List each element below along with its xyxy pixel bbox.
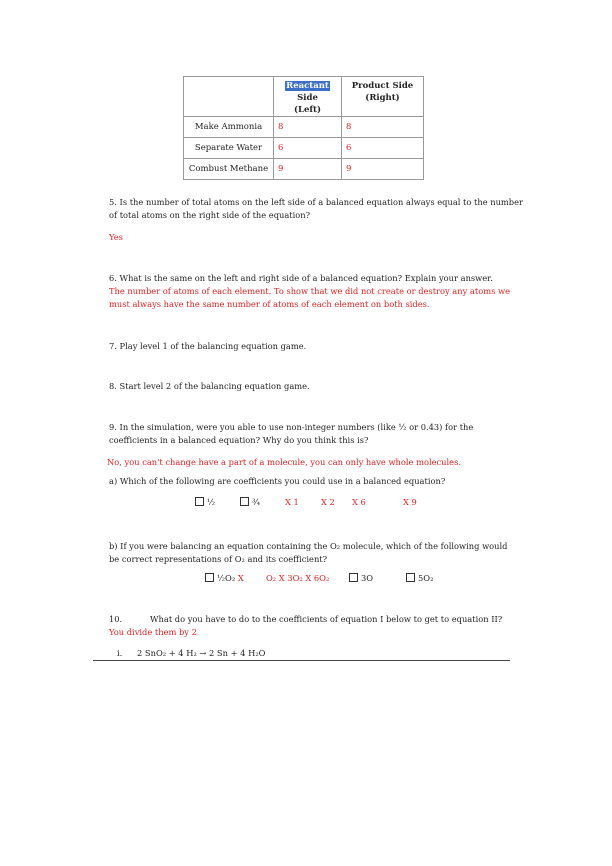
question-5: 5. Is the number of total atoms on the left side of a balanced equation always equal to the number of total atoms on the right side of the equation?	[109, 197, 523, 220]
answer-10: You divide them by 2	[109, 627, 197, 637]
answer-9: No, you can't change have a part of a molecule, you can only have whole molecules.	[107, 457, 461, 467]
reactant-side-rest: Side	[297, 93, 318, 103]
q9a-option-x1[interactable]: X 1	[285, 497, 299, 507]
row-label: Combust Methane	[184, 159, 274, 180]
q9a-option-half[interactable]: ½	[195, 497, 215, 507]
checkbox-icon[interactable]	[240, 497, 249, 506]
x-mark: X	[237, 573, 244, 583]
q9b-option-3o[interactable]: 3O	[349, 573, 373, 583]
q9a-option-x9[interactable]: X 9	[403, 497, 417, 507]
atom-count-table	[183, 76, 424, 180]
right-count: 9	[342, 159, 424, 180]
left-count: 8	[274, 117, 342, 138]
checkbox-icon[interactable]	[349, 573, 358, 582]
checkbox-icon[interactable]	[205, 573, 214, 582]
q9b-option-o2-list[interactable]: O₂ X 3O₂ X 6O₂	[266, 573, 330, 583]
answer-5: Yes	[109, 232, 123, 242]
question-10-number: 10.	[109, 614, 123, 624]
table-header-row	[184, 77, 424, 117]
question-10: What do you have to do to the coefficients of equation I below to get to equation II?	[150, 614, 503, 624]
right-count: 8	[342, 117, 424, 138]
row-label: Make Ammonia	[184, 117, 274, 138]
question-7: 7. Play level 1 of the balancing equation game.	[109, 341, 307, 351]
right-count: 6	[342, 138, 424, 159]
q9b-option-5o2[interactable]: 5O₂	[406, 573, 433, 583]
checkbox-icon[interactable]	[195, 497, 204, 506]
answer-6: The number of atoms of each element. To show that we did not create or destroy any atoms we must always have the same number of atoms of each element on both sides.	[109, 286, 510, 309]
reactant-highlight: Reactant	[286, 81, 329, 91]
question-9b: b) If you were balancing an equation containing the O₂ molecule, which of the following would be correct representations of O₂ and its coefficient?	[109, 541, 508, 564]
product-side-header	[342, 77, 424, 117]
table-row	[184, 159, 424, 180]
checkbox-icon[interactable]	[406, 573, 415, 582]
table-row	[184, 138, 424, 159]
left-count: 9	[274, 159, 342, 180]
q9b-option-half-o2[interactable]: ½O₂ X	[205, 573, 244, 583]
equation-i: 2 SnO₂ + 4 H₂ → 2 Sn + 4 H₂O	[137, 648, 266, 658]
question-6: 6. What is the same on the left and right side of a balanced equation? Explain your answer.	[109, 273, 493, 283]
q9a-option-x2[interactable]: X 2	[321, 497, 335, 507]
equation-label: i.	[117, 648, 123, 658]
table-row	[184, 117, 424, 138]
q9a-option-x6[interactable]: X 6	[352, 497, 366, 507]
row-label: Separate Water	[184, 138, 274, 159]
reactant-sub: (Left)	[293, 105, 321, 115]
question-9: 9. In the simulation, were you able to use non-integer numbers (like ½ or 0.43) for the coefficients in a balanced equation? Why do you think this is?	[109, 422, 474, 445]
product-sub: (Right)	[365, 93, 400, 103]
reactant-side-header	[274, 77, 342, 117]
question-8: 8. Start level 2 of the balancing equation game.	[109, 381, 310, 391]
product-header-label: Product Side	[351, 81, 414, 91]
empty-header-cell	[184, 77, 274, 117]
divider-line	[93, 660, 510, 661]
question-9a: a) Which of the following are coefficients you could use in a balanced equation?	[109, 476, 446, 486]
left-count: 6	[274, 138, 342, 159]
q9a-option-three-quarters[interactable]: ¾	[240, 497, 260, 507]
